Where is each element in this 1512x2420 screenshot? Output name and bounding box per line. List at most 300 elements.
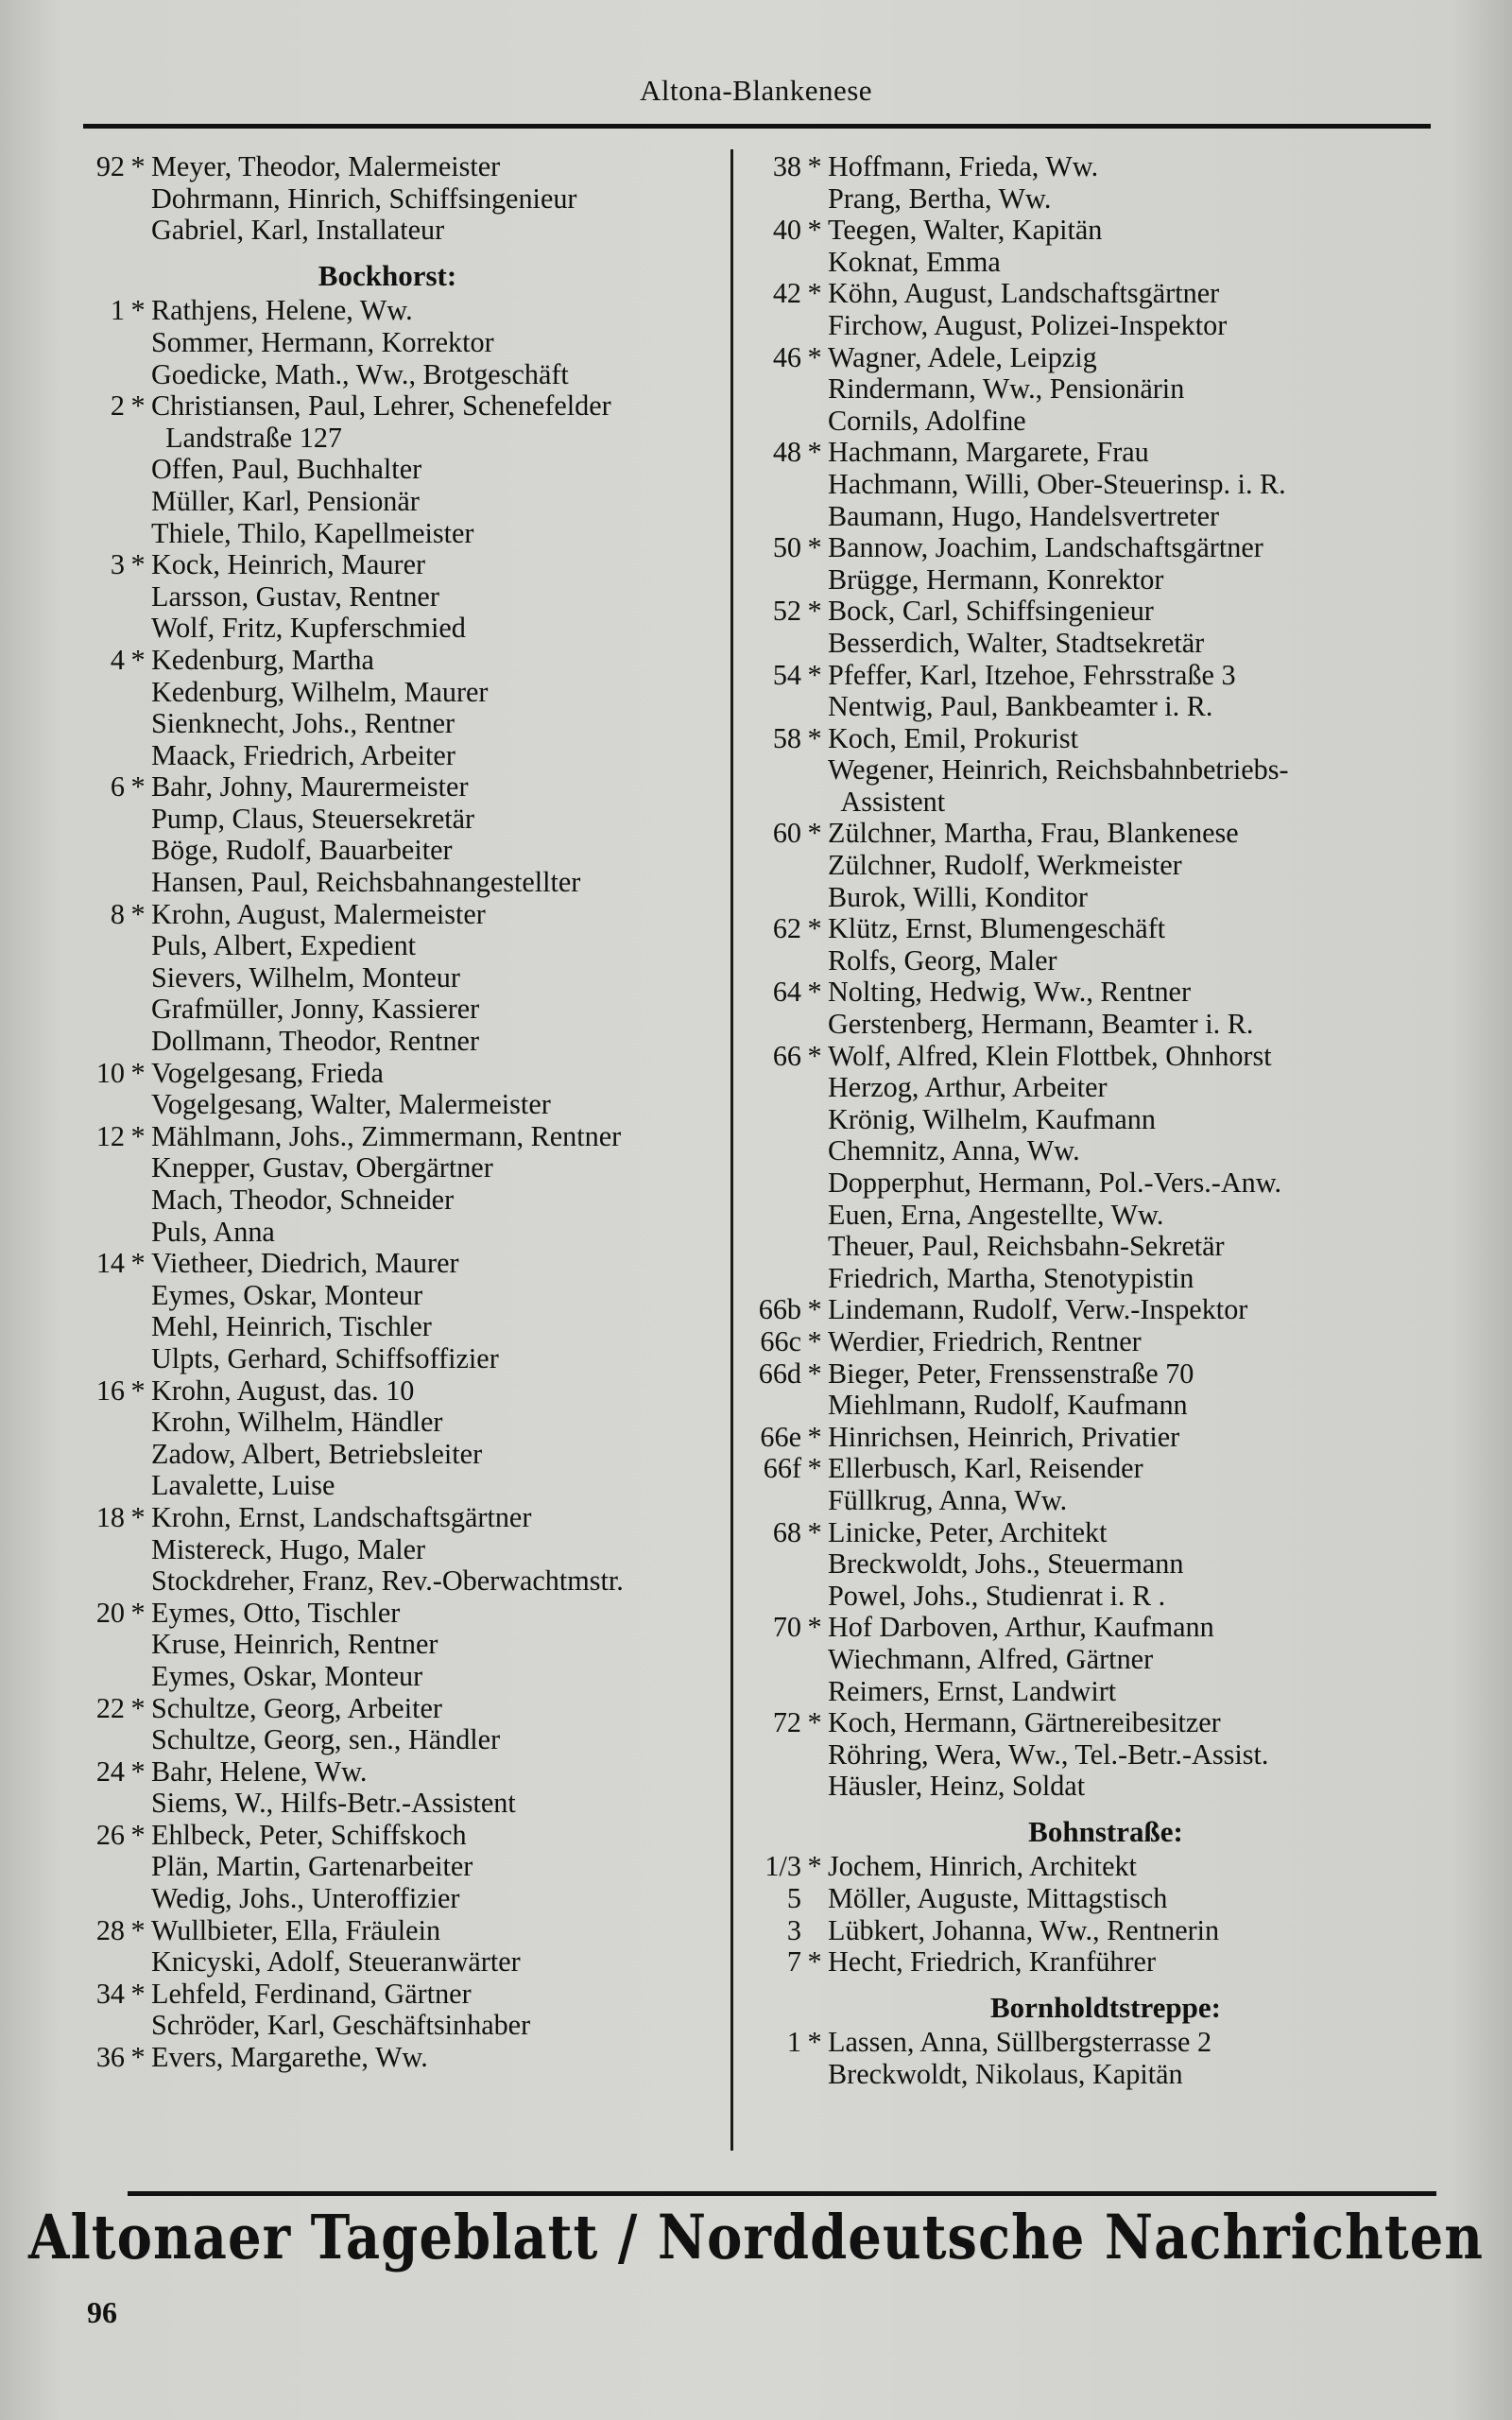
owner-mark: * bbox=[130, 1247, 146, 1280]
owner-mark: * bbox=[807, 1452, 822, 1485]
resident-name: Theuer, Paul, Reichsbahn-Sekretär bbox=[828, 1230, 1225, 1263]
directory-entry bbox=[66, 2010, 728, 2042]
house-number bbox=[747, 469, 801, 501]
house-number: 34 bbox=[95, 1977, 125, 2010]
house-number bbox=[66, 677, 125, 709]
owner-mark: * bbox=[807, 340, 822, 373]
directory-entry bbox=[66, 1629, 728, 1661]
house-number bbox=[66, 613, 125, 645]
house-number: 48 bbox=[772, 436, 801, 469]
directory-entry bbox=[747, 1581, 1484, 1613]
house-number bbox=[747, 1263, 801, 1295]
resident-name: Bahr, Helene, Ww. bbox=[151, 1754, 368, 1788]
owner-mark: * bbox=[130, 294, 146, 327]
owner-mark: * bbox=[807, 912, 822, 945]
owner-mark: * bbox=[807, 1420, 822, 1453]
owner-mark bbox=[801, 1883, 828, 1915]
house-number bbox=[747, 850, 801, 882]
resident-name: Powel, Johs., Studienrat i. R . bbox=[828, 1579, 1166, 1612]
house-number: 24 bbox=[95, 1754, 125, 1788]
house-number: 62 bbox=[772, 912, 801, 945]
house-number bbox=[747, 501, 801, 533]
directory-entry bbox=[747, 2027, 1484, 2059]
owner-mark bbox=[125, 994, 151, 1026]
directory-entry bbox=[747, 1072, 1484, 1104]
owner-mark bbox=[801, 850, 828, 882]
owner-mark: * bbox=[130, 1754, 146, 1788]
resident-name: Knepper, Gustav, Obergärtner bbox=[151, 1151, 493, 1184]
house-number bbox=[747, 1072, 801, 1104]
house-number: 14 bbox=[95, 1247, 125, 1280]
owner-mark bbox=[801, 373, 828, 406]
house-number: 66b bbox=[758, 1293, 801, 1326]
resident-name: Lehfeld, Ferdinand, Gärtner bbox=[151, 1977, 472, 2010]
owner-mark bbox=[125, 1851, 151, 1883]
owner-mark: * bbox=[130, 643, 146, 676]
resident-name: Krohn, August, das. 10 bbox=[151, 1374, 415, 1407]
owner-mark bbox=[125, 1534, 151, 1566]
house-number bbox=[66, 1343, 125, 1375]
running-head: Altona-Blankenese bbox=[639, 74, 873, 107]
house-number: 1/3 bbox=[765, 1850, 801, 1883]
house-number bbox=[747, 373, 801, 406]
owner-mark bbox=[125, 359, 151, 391]
owner-mark: * bbox=[807, 1293, 822, 1326]
house-number bbox=[747, 882, 801, 914]
directory-entry bbox=[66, 1343, 728, 1375]
directory-entry bbox=[747, 532, 1484, 564]
owner-mark bbox=[801, 406, 828, 438]
directory-entry bbox=[66, 549, 728, 581]
directory-entry bbox=[747, 342, 1484, 374]
directory-entry bbox=[66, 1311, 728, 1343]
resident-name: Wiechmann, Alfred, Gärtner bbox=[828, 1642, 1154, 1675]
directory-entry bbox=[66, 1756, 728, 1789]
owner-mark bbox=[801, 2059, 828, 2091]
resident-name: Wolf, Fritz, Kupferschmied bbox=[151, 612, 466, 645]
house-number: 42 bbox=[772, 277, 801, 310]
directory-entry bbox=[747, 183, 1484, 216]
house-number: 22 bbox=[95, 1691, 125, 1724]
owner-mark: * bbox=[130, 1056, 146, 1089]
house-number: 36 bbox=[95, 2041, 125, 2074]
house-number bbox=[747, 945, 801, 977]
resident-name: Lavalette, Luise bbox=[151, 1469, 335, 1502]
resident-name: Lassen, Anna, Süllbergsterrasse 2 bbox=[828, 2026, 1212, 2059]
resident-name: Pfeffer, Karl, Itzehoe, Fehrsstraße 3 bbox=[828, 658, 1236, 691]
house-number: 20 bbox=[95, 1596, 125, 1629]
street-heading: Bockhorst: bbox=[318, 258, 457, 292]
house-number: 66 bbox=[772, 1039, 801, 1072]
owner-mark bbox=[801, 691, 828, 723]
house-number: 68 bbox=[772, 1515, 801, 1548]
house-number: 28 bbox=[95, 1913, 125, 1946]
resident-name: Meyer, Theodor, Malermeister bbox=[151, 150, 501, 182]
resident-name: Lübkert, Johanna, Ww., Rentnerin bbox=[828, 1913, 1220, 1946]
directory-entry bbox=[66, 423, 728, 455]
house-number bbox=[66, 359, 125, 391]
house-number bbox=[747, 1200, 801, 1232]
resident-name: Teegen, Walter, Kapitän bbox=[828, 214, 1103, 247]
resident-name: Thiele, Thilo, Kapellmeister bbox=[151, 516, 474, 549]
resident-name: Böge, Rudolf, Bauarbeiter bbox=[151, 834, 453, 867]
house-number bbox=[747, 1009, 801, 1041]
house-number bbox=[747, 1676, 801, 1708]
directory-entry bbox=[66, 1439, 728, 1471]
directory-entry bbox=[747, 1707, 1484, 1739]
directory-entry bbox=[66, 1407, 728, 1439]
directory-entry bbox=[66, 1851, 728, 1883]
directory-entry bbox=[66, 1946, 728, 1979]
owner-mark bbox=[801, 1231, 828, 1263]
directory-entry bbox=[747, 723, 1484, 755]
owner-mark: * bbox=[807, 1850, 822, 1883]
resident-name: Pump, Claus, Steuersekretär bbox=[151, 802, 475, 835]
house-number bbox=[66, 1661, 125, 1693]
resident-name: Landstraße 127 bbox=[151, 421, 343, 454]
resident-name: Breckwoldt, Johs., Steuermann bbox=[828, 1547, 1184, 1581]
resident-name: Hoffmann, Frieda, Ww. bbox=[828, 150, 1099, 182]
resident-name: Koknat, Emma bbox=[828, 245, 1001, 278]
resident-name: Wedig, Johs., Unteroffizier bbox=[151, 1882, 460, 1915]
resident-name: Sievers, Wilhelm, Monteur bbox=[151, 960, 460, 994]
owner-mark: * bbox=[807, 976, 822, 1009]
directory-entry bbox=[747, 850, 1484, 882]
owner-mark bbox=[125, 1089, 151, 1121]
resident-name: Euen, Erna, Angestellte, Ww. bbox=[828, 1198, 1164, 1231]
directory-entry bbox=[66, 645, 728, 677]
resident-name: Bannow, Joachim, Landschaftsgärtner bbox=[828, 531, 1263, 564]
directory-entry bbox=[747, 977, 1484, 1009]
resident-name: Klütz, Ernst, Blumengeschäft bbox=[828, 912, 1166, 945]
resident-name: Breckwoldt, Nikolaus, Kapitän bbox=[828, 2058, 1183, 2091]
directory-entry bbox=[66, 613, 728, 645]
directory-entry bbox=[66, 1915, 728, 1947]
house-number: 16 bbox=[95, 1374, 125, 1407]
resident-name: Krönig, Wilhelm, Kaufmann bbox=[828, 1102, 1156, 1135]
top-rule bbox=[83, 124, 1431, 129]
directory-entry bbox=[747, 1422, 1484, 1454]
owner-mark: * bbox=[807, 1039, 822, 1072]
owner-mark bbox=[801, 754, 828, 786]
resident-name: Lindemann, Rudolf, Verw.-Inspektor bbox=[828, 1293, 1248, 1326]
owner-mark: * bbox=[807, 531, 822, 564]
owner-mark bbox=[801, 1009, 828, 1041]
house-number: 40 bbox=[772, 214, 801, 247]
directory-entry bbox=[747, 786, 1484, 819]
page-number: 96 bbox=[87, 2295, 117, 2329]
resident-name: Gerstenberg, Hermann, Beamter i. R. bbox=[828, 1008, 1254, 1041]
owner-mark bbox=[125, 613, 151, 645]
directory-entry bbox=[66, 327, 728, 359]
directory-entry bbox=[66, 1820, 728, 1852]
directory-entry bbox=[747, 1135, 1484, 1167]
resident-name: Assistent bbox=[828, 785, 946, 818]
resident-name: Burok, Willi, Konditor bbox=[828, 880, 1088, 913]
resident-name: Dohrmann, Hinrich, Schiffsingenieur bbox=[151, 182, 577, 215]
directory-entry bbox=[66, 1979, 728, 2011]
directory-entry bbox=[747, 437, 1484, 469]
house-number: 72 bbox=[772, 1706, 801, 1739]
house-number bbox=[66, 1883, 125, 1915]
house-number bbox=[747, 1135, 801, 1167]
resident-name: Vogelgesang, Frieda bbox=[151, 1056, 384, 1089]
owner-mark: * bbox=[130, 770, 146, 804]
directory-entry bbox=[66, 994, 728, 1026]
owner-mark bbox=[125, 835, 151, 867]
directory-entry bbox=[66, 1788, 728, 1820]
resident-name: Koch, Emil, Prokurist bbox=[828, 721, 1078, 754]
house-number: 66f bbox=[763, 1452, 801, 1485]
owner-mark: * bbox=[807, 1611, 822, 1644]
directory-entry bbox=[747, 596, 1484, 628]
resident-name: Bieger, Peter, Frenssenstraße 70 bbox=[828, 1357, 1194, 1390]
owner-mark bbox=[125, 1152, 151, 1184]
house-number bbox=[66, 994, 125, 1026]
resident-name: Vietheer, Diedrich, Maurer bbox=[151, 1247, 459, 1280]
house-number: 26 bbox=[95, 1818, 125, 1851]
directory-entry bbox=[66, 962, 728, 994]
resident-name: Zadow, Albert, Betriebsleiter bbox=[151, 1437, 483, 1470]
directory-entry bbox=[66, 1724, 728, 1756]
resident-name: Rathjens, Helene, Ww. bbox=[151, 294, 413, 327]
house-number bbox=[66, 215, 125, 247]
directory-entry bbox=[747, 818, 1484, 850]
house-number: 3 bbox=[786, 1913, 801, 1946]
directory-entry bbox=[747, 1644, 1484, 1676]
house-number bbox=[66, 1788, 125, 1820]
resident-name: Hof Darboven, Arthur, Kaufmann bbox=[828, 1611, 1214, 1644]
owner-mark bbox=[125, 215, 151, 247]
directory-entry bbox=[66, 454, 728, 486]
directory-entry bbox=[66, 1502, 728, 1534]
house-number bbox=[66, 1851, 125, 1883]
owner-mark: * bbox=[130, 1913, 146, 1946]
resident-name: Vogelgesang, Walter, Malermeister bbox=[151, 1088, 551, 1121]
directory-entry bbox=[66, 1693, 728, 1725]
house-number: 3 bbox=[110, 548, 125, 581]
owner-mark bbox=[801, 1548, 828, 1581]
resident-name: Schröder, Karl, Geschäftsinhaber bbox=[151, 2009, 531, 2042]
owner-mark bbox=[125, 1724, 151, 1756]
owner-mark: * bbox=[130, 1977, 146, 2010]
directory-entry bbox=[66, 1534, 728, 1566]
resident-name: Friedrich, Martha, Stenotypistin bbox=[828, 1261, 1194, 1294]
resident-name: Offen, Paul, Buchhalter bbox=[151, 453, 422, 486]
house-number: 8 bbox=[110, 897, 125, 930]
house-number: 6 bbox=[110, 770, 125, 804]
resident-name: Rolfs, Georg, Maler bbox=[828, 943, 1057, 977]
house-number bbox=[66, 1217, 125, 1249]
house-number: 4 bbox=[110, 643, 125, 676]
house-number bbox=[747, 1548, 801, 1581]
directory-entry bbox=[747, 1167, 1484, 1200]
owner-mark: * bbox=[807, 595, 822, 628]
directory-entry bbox=[747, 1041, 1484, 1073]
house-number bbox=[747, 1739, 801, 1772]
resident-name: Christiansen, Paul, Lehrer, Schenefelder bbox=[151, 389, 611, 423]
owner-mark bbox=[125, 454, 151, 486]
house-number: 5 bbox=[786, 1882, 801, 1915]
house-number bbox=[747, 1771, 801, 1803]
directory-entry bbox=[747, 1263, 1484, 1295]
resident-name: Prang, Bertha, Ww. bbox=[828, 182, 1052, 215]
resident-name: Zülchner, Martha, Frau, Blankenese bbox=[828, 817, 1239, 850]
directory-entry bbox=[66, 708, 728, 740]
directory-entry bbox=[66, 390, 728, 423]
directory-entry bbox=[66, 1152, 728, 1184]
directory-entry bbox=[747, 1104, 1484, 1136]
resident-name: Wolf, Alfred, Klein Flottbek, Ohnhorst bbox=[828, 1039, 1272, 1072]
house-number bbox=[747, 2059, 801, 2091]
owner-mark bbox=[125, 1280, 151, 1312]
directory-entry bbox=[747, 501, 1484, 533]
house-number: 66e bbox=[760, 1420, 801, 1453]
directory-entry bbox=[747, 882, 1484, 914]
owner-mark bbox=[801, 310, 828, 342]
directory-entry bbox=[747, 1294, 1484, 1326]
resident-name: Reimers, Ernst, Landwirt bbox=[828, 1674, 1117, 1707]
resident-name: Eymes, Oskar, Monteur bbox=[151, 1659, 423, 1692]
resident-name: Hansen, Paul, Reichsbahnangestellter bbox=[151, 866, 581, 899]
house-number: 18 bbox=[95, 1500, 125, 1533]
resident-name: Puls, Albert, Expedient bbox=[151, 929, 417, 962]
owner-mark bbox=[125, 1184, 151, 1217]
owner-mark: * bbox=[130, 1596, 146, 1629]
resident-name: Ellerbusch, Karl, Reisender bbox=[828, 1452, 1143, 1485]
resident-name: Herzog, Arthur, Arbeiter bbox=[828, 1071, 1108, 1104]
owner-mark bbox=[801, 1485, 828, 1517]
house-number: 66d bbox=[758, 1357, 801, 1390]
left-column bbox=[66, 151, 728, 2074]
owner-mark: * bbox=[807, 1706, 822, 1739]
directory-entry bbox=[66, 1280, 728, 1312]
house-number bbox=[747, 1581, 801, 1613]
owner-mark bbox=[801, 1644, 828, 1676]
owner-mark bbox=[801, 1676, 828, 1708]
owner-mark bbox=[125, 1217, 151, 1249]
directory-entry bbox=[66, 1184, 728, 1217]
owner-mark bbox=[125, 1026, 151, 1058]
resident-name: Ulpts, Gerhard, Schiffsoffizier bbox=[151, 1341, 499, 1374]
directory-entry bbox=[66, 1058, 728, 1090]
resident-name: Kruse, Heinrich, Rentner bbox=[151, 1628, 438, 1661]
house-number: 12 bbox=[95, 1119, 125, 1152]
house-number bbox=[66, 486, 125, 518]
owner-mark bbox=[125, 581, 151, 614]
resident-name: Gabriel, Karl, Installateur bbox=[151, 214, 445, 247]
house-number bbox=[66, 423, 125, 455]
directory-entry bbox=[747, 310, 1484, 342]
resident-name: Maack, Friedrich, Arbeiter bbox=[151, 738, 455, 771]
owner-mark bbox=[801, 1104, 828, 1136]
owner-mark bbox=[125, 1470, 151, 1502]
directory-entry bbox=[747, 1915, 1484, 1947]
house-number bbox=[747, 786, 801, 819]
resident-name: Schultze, Georg, Arbeiter bbox=[151, 1691, 442, 1724]
house-number bbox=[66, 1152, 125, 1184]
owner-mark bbox=[125, 708, 151, 740]
owner-mark bbox=[125, 518, 151, 550]
resident-name: Häusler, Heinz, Soldat bbox=[828, 1770, 1086, 1803]
owner-mark bbox=[125, 2010, 151, 2042]
resident-name: Krohn, Wilhelm, Händler bbox=[151, 1406, 443, 1439]
resident-name: Bahr, Johny, Maurermeister bbox=[151, 770, 469, 804]
resident-name: Linicke, Peter, Architekt bbox=[828, 1515, 1108, 1548]
house-number: 7 bbox=[786, 1945, 801, 1979]
house-number bbox=[66, 454, 125, 486]
owner-mark bbox=[801, 1135, 828, 1167]
directory-entry bbox=[747, 1612, 1484, 1644]
resident-name: Mählmann, Johs., Zimmermann, Rentner bbox=[151, 1119, 622, 1152]
directory-entry bbox=[66, 295, 728, 327]
resident-name: Kedenburg, Martha bbox=[151, 643, 374, 676]
owner-mark bbox=[125, 1788, 151, 1820]
resident-name: Wagner, Adele, Leipzig bbox=[828, 340, 1097, 373]
directory-entry bbox=[66, 771, 728, 804]
house-number: 2 bbox=[110, 389, 125, 423]
house-number bbox=[66, 1311, 125, 1343]
directory-entry bbox=[747, 1883, 1484, 1915]
house-number bbox=[66, 867, 125, 899]
directory-entry bbox=[747, 1548, 1484, 1581]
directory-entry bbox=[747, 406, 1484, 438]
house-number bbox=[66, 1565, 125, 1598]
owner-mark: * bbox=[807, 1357, 822, 1390]
directory-entry bbox=[66, 899, 728, 931]
owner-mark bbox=[125, 677, 151, 709]
column-divider bbox=[730, 149, 733, 2151]
directory-entry bbox=[66, 930, 728, 962]
directory-entry bbox=[66, 677, 728, 709]
house-number: 92 bbox=[95, 150, 125, 182]
house-number: 58 bbox=[772, 721, 801, 754]
house-number bbox=[66, 2010, 125, 2042]
resident-name: Kock, Heinrich, Maurer bbox=[151, 548, 426, 581]
owner-mark: * bbox=[130, 150, 146, 182]
owner-mark bbox=[801, 882, 828, 914]
house-number bbox=[747, 1104, 801, 1136]
directory-entry bbox=[66, 1565, 728, 1598]
directory-entry bbox=[747, 278, 1484, 310]
owner-mark bbox=[125, 1946, 151, 1979]
owner-mark bbox=[125, 1565, 151, 1598]
directory-entry bbox=[747, 691, 1484, 723]
directory-entry bbox=[66, 740, 728, 772]
directory-entry bbox=[747, 469, 1484, 501]
house-number bbox=[747, 1231, 801, 1263]
resident-name: Rindermann, Ww., Pensionärin bbox=[828, 372, 1185, 406]
owner-mark bbox=[801, 1739, 828, 1772]
directory-entry bbox=[66, 1217, 728, 1249]
house-number: 1 bbox=[786, 2026, 801, 2059]
directory-entry bbox=[747, 945, 1484, 977]
resident-name: Dollmann, Theodor, Rentner bbox=[151, 1025, 479, 1058]
owner-mark bbox=[125, 486, 151, 518]
directory-entry bbox=[747, 247, 1484, 279]
house-number bbox=[66, 835, 125, 867]
street-heading: Bohnstraße: bbox=[1028, 1814, 1183, 1848]
resident-name: Hinrichsen, Heinrich, Privatier bbox=[828, 1420, 1180, 1453]
house-number bbox=[66, 962, 125, 994]
directory-entry bbox=[747, 373, 1484, 406]
owner-mark: * bbox=[130, 548, 146, 581]
directory-entry bbox=[66, 486, 728, 518]
resident-name: Brügge, Hermann, Konrektor bbox=[828, 562, 1164, 596]
directory-entry bbox=[66, 867, 728, 899]
house-number bbox=[66, 581, 125, 614]
resident-name: Eymes, Otto, Tischler bbox=[151, 1596, 401, 1629]
